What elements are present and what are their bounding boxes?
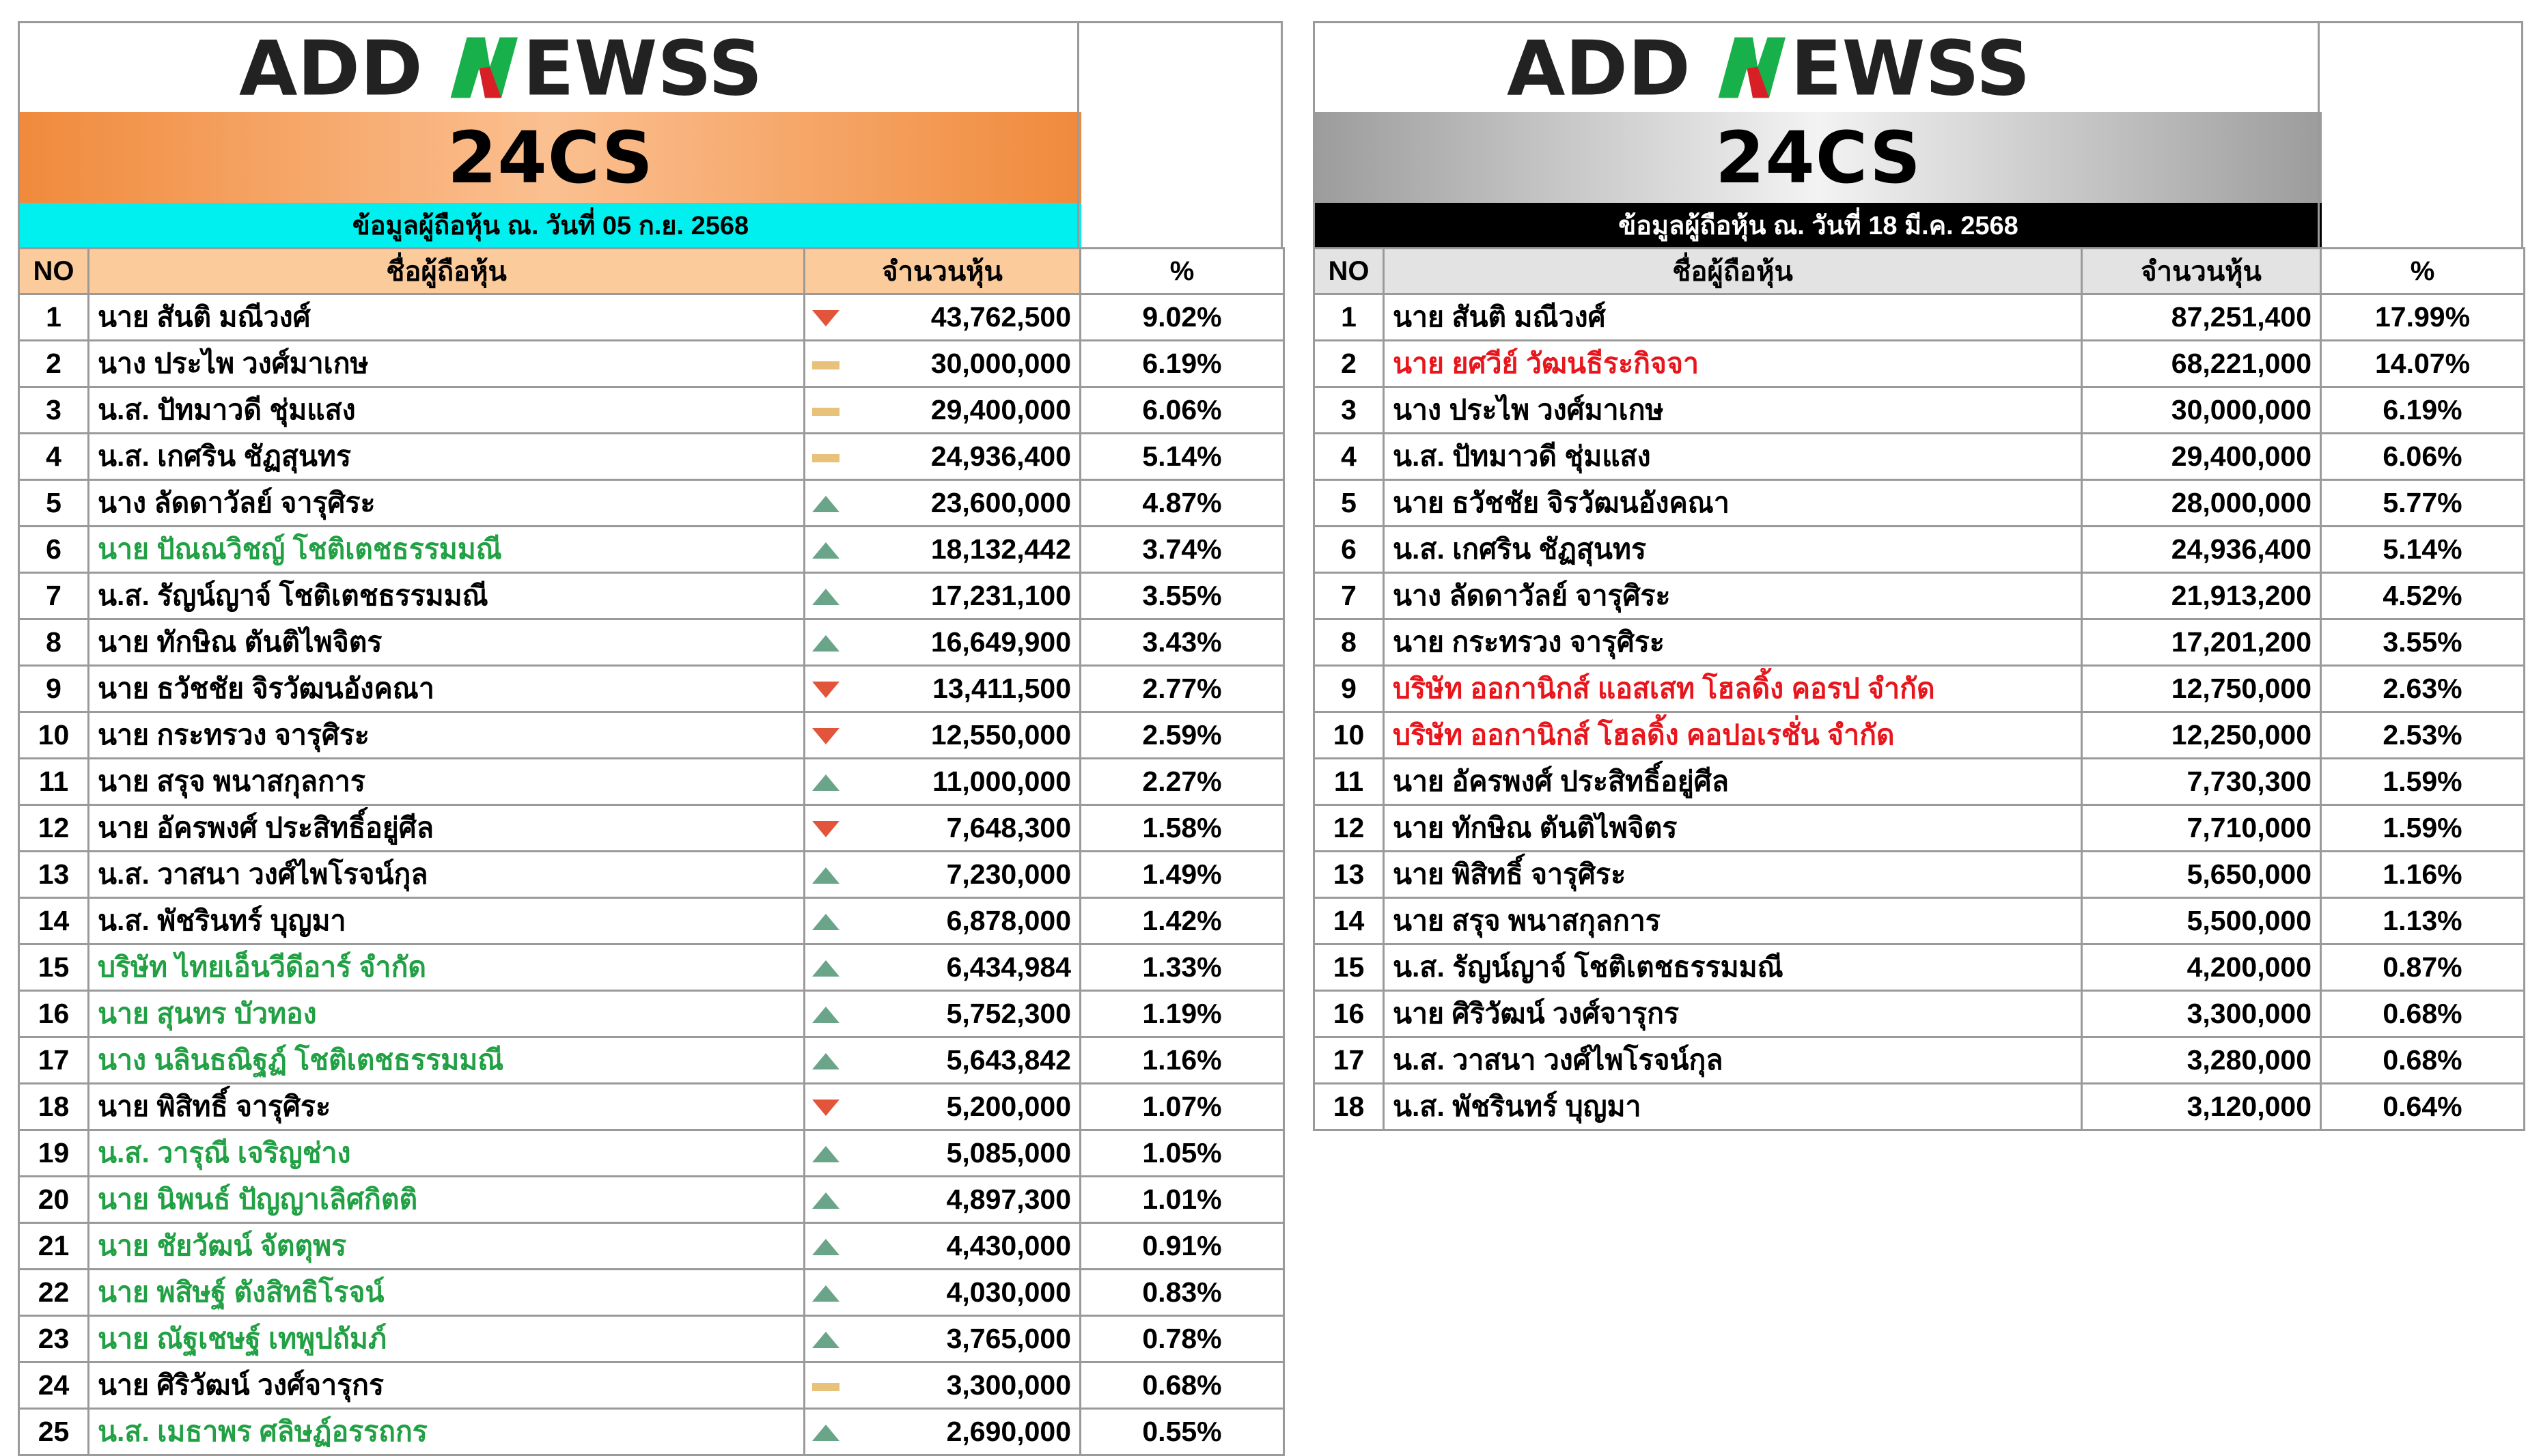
col-header-shares: จำนวนหุ้น (805, 249, 1081, 294)
table-row (1314, 666, 2525, 712)
row-no: 18 (19, 1084, 89, 1130)
table-row (1314, 991, 2525, 1037)
shareholder-name: นาย พสิษฐ์ ตังสิทธิโรจน์ (89, 1270, 805, 1316)
shareholder-name: นาย ศิริวัฒน์ วงศ์จารุกร (1384, 991, 2082, 1037)
share-count: 17,231,100 (852, 573, 1081, 619)
row-no: 13 (1314, 852, 1384, 898)
table-row (19, 759, 1284, 805)
share-percent: 1.59% (2321, 759, 2525, 805)
col-header-pct: % (2321, 249, 2525, 294)
row-no: 3 (19, 387, 89, 434)
trend-up-icon (805, 573, 852, 619)
share-percent: 0.55% (1081, 1409, 1284, 1455)
table-row (19, 666, 1284, 712)
table-body (19, 294, 1284, 1455)
share-count: 17,201,200 (2082, 619, 2321, 666)
share-count: 4,200,000 (2082, 944, 2321, 991)
trend-unchanged-icon (805, 1362, 852, 1409)
ticker-band: 24CS (20, 112, 1081, 203)
row-no: 9 (19, 666, 89, 712)
share-percent: 6.19% (1081, 341, 1284, 387)
row-no: 15 (1314, 944, 1384, 991)
share-count: 29,400,000 (852, 387, 1081, 434)
share-percent: 3.43% (1081, 619, 1284, 666)
share-count: 3,280,000 (2082, 1037, 2321, 1084)
share-count: 5,500,000 (2082, 898, 2321, 944)
shareholder-name: น.ส. เกศริน ชัฏสุนทร (1384, 527, 2082, 573)
row-no: 7 (19, 573, 89, 619)
table-row (19, 1362, 1284, 1409)
trend-down-icon (805, 666, 852, 712)
header-side-cell (1077, 23, 1281, 247)
share-count: 4,897,300 (852, 1177, 1081, 1223)
table-row (1314, 712, 2525, 759)
trend-up-icon (805, 1130, 852, 1177)
share-percent: 6.19% (2321, 387, 2525, 434)
table-row (1314, 1084, 2525, 1130)
share-count: 6,878,000 (852, 898, 1081, 944)
row-no: 12 (1314, 805, 1384, 852)
shareholder-name: นาย ศิริวัฒน์ วงศ์จารุกร (89, 1362, 805, 1409)
share-count: 24,936,400 (2082, 527, 2321, 573)
share-count: 4,430,000 (852, 1223, 1081, 1270)
addnewss-logo (1315, 23, 2322, 112)
trend-down-icon (805, 294, 852, 341)
addnewss-logo (20, 23, 1081, 112)
row-no: 4 (19, 434, 89, 480)
share-count: 16,649,900 (852, 619, 1081, 666)
row-no: 1 (19, 294, 89, 341)
row-no: 21 (19, 1223, 89, 1270)
row-no: 8 (1314, 619, 1384, 666)
shareholder-name: น.ส. วาสนา วงศ์ไพโรจน์กุล (1384, 1037, 2082, 1084)
shareholder-panel-latest (18, 21, 1283, 1456)
share-count: 11,000,000 (852, 759, 1081, 805)
share-percent: 1.01% (1081, 1177, 1284, 1223)
share-percent: 2.27% (1081, 759, 1284, 805)
table-row (19, 1409, 1284, 1455)
share-count: 43,762,500 (852, 294, 1081, 341)
share-count: 7,230,000 (852, 852, 1081, 898)
row-no: 16 (1314, 991, 1384, 1037)
share-percent: 9.02% (1081, 294, 1284, 341)
trend-up-icon (805, 898, 852, 944)
share-count: 68,221,000 (2082, 341, 2321, 387)
shareholder-name: นาง นลินธณิฐฏ์ โชติเตชธรรมมณี (89, 1037, 805, 1084)
share-count: 5,752,300 (852, 991, 1081, 1037)
table-row (1314, 434, 2525, 480)
share-percent: 1.19% (1081, 991, 1284, 1037)
row-no: 10 (1314, 712, 1384, 759)
shareholder-name: นาง ลัดดาวัลย์ จารุศิระ (89, 480, 805, 527)
table-row (19, 434, 1284, 480)
row-no: 6 (1314, 527, 1384, 573)
share-count: 3,765,000 (852, 1316, 1081, 1362)
row-no: 22 (19, 1270, 89, 1316)
share-percent: 6.06% (2321, 434, 2525, 480)
share-count: 30,000,000 (852, 341, 1081, 387)
table-row (1314, 1037, 2525, 1084)
shareholder-name: นาง ลัดดาวัลย์ จารุศิระ (1384, 573, 2082, 619)
share-percent: 3.55% (1081, 573, 1284, 619)
col-header-name: ชื่อผู้ถือหุ้น (1384, 249, 2082, 294)
shareholder-name: บริษัท ออกานิกส์ โฮลดิ้ง คอปอเรชั่น จำกัด (1384, 712, 2082, 759)
share-percent: 5.14% (2321, 527, 2525, 573)
share-percent: 0.78% (1081, 1316, 1284, 1362)
share-count: 12,550,000 (852, 712, 1081, 759)
trend-up-icon (805, 619, 852, 666)
row-no: 14 (1314, 898, 1384, 944)
share-count: 5,643,842 (852, 1037, 1081, 1084)
table-row (19, 1223, 1284, 1270)
table-row (19, 805, 1284, 852)
svg-text:ADD: ADD (239, 31, 423, 104)
table-row (1314, 898, 2525, 944)
row-no: 5 (1314, 480, 1384, 527)
addnewss-logo-graphic (239, 31, 862, 104)
panel-header (18, 21, 1283, 247)
trend-up-icon (805, 1270, 852, 1316)
trend-unchanged-icon (805, 434, 852, 480)
table-row (19, 573, 1284, 619)
shareholder-table (18, 247, 1285, 1456)
trend-up-icon (805, 1223, 852, 1270)
col-header-shares: จำนวนหุ้น (2082, 249, 2321, 294)
row-no: 8 (19, 619, 89, 666)
share-percent: 4.87% (1081, 480, 1284, 527)
share-percent: 1.59% (2321, 805, 2525, 852)
share-count: 18,132,442 (852, 527, 1081, 573)
row-no: 14 (19, 898, 89, 944)
row-no: 17 (19, 1037, 89, 1084)
share-percent: 0.87% (2321, 944, 2525, 991)
share-percent: 0.68% (2321, 991, 2525, 1037)
share-count: 7,648,300 (852, 805, 1081, 852)
share-count: 7,730,300 (2082, 759, 2321, 805)
share-percent: 0.83% (1081, 1270, 1284, 1316)
share-count: 21,913,200 (2082, 573, 2321, 619)
share-count: 30,000,000 (2082, 387, 2321, 434)
share-percent: 17.99% (2321, 294, 2525, 341)
row-no: 3 (1314, 387, 1384, 434)
shareholder-name: น.ส. ปัทมาวดี ชุ่มแสง (89, 387, 805, 434)
trend-up-icon (805, 527, 852, 573)
share-count: 23,600,000 (852, 480, 1081, 527)
shareholder-panel-previous (1313, 21, 2523, 1131)
row-no: 16 (19, 991, 89, 1037)
share-count: 7,710,000 (2082, 805, 2321, 852)
share-count: 12,750,000 (2082, 666, 2321, 712)
trend-down-icon (805, 1084, 852, 1130)
trend-up-icon (805, 759, 852, 805)
col-header-pct: % (1081, 249, 1284, 294)
share-count: 24,936,400 (852, 434, 1081, 480)
shareholder-name: น.ส. เมธาพร ศลิษฏ์อรรถกร (89, 1409, 805, 1455)
svg-text:ADD: ADD (1507, 31, 1691, 104)
shareholder-name: นาง ประไพ วงศ์มาเกษ (89, 341, 805, 387)
svg-text:EWSS: EWSS (1790, 31, 2031, 104)
shareholder-name: นาย สรุจ พนาสกุลการ (89, 759, 805, 805)
share-percent: 2.53% (2321, 712, 2525, 759)
share-count: 87,251,400 (2082, 294, 2321, 341)
table-row (19, 294, 1284, 341)
table-row (19, 619, 1284, 666)
row-no: 13 (19, 852, 89, 898)
share-count: 3,120,000 (2082, 1084, 2321, 1130)
row-no: 10 (19, 712, 89, 759)
table-row (19, 341, 1284, 387)
addnewss-logo-graphic (1507, 31, 2130, 104)
trend-up-icon (805, 480, 852, 527)
shareholder-name: นาย อัครพงศ์ ประสิทธิ์อยู่ศีล (1384, 759, 2082, 805)
table-row (1314, 759, 2525, 805)
shareholder-name: นาย พิสิทธิ์ จารุศิระ (89, 1084, 805, 1130)
table-row (19, 991, 1284, 1037)
col-header-no: NO (19, 249, 89, 294)
shareholder-name: นาย อัครพงศ์ ประสิทธิ์อยู่ศีล (89, 805, 805, 852)
row-no: 17 (1314, 1037, 1384, 1084)
svg-text:EWSS: EWSS (523, 31, 763, 104)
trend-up-icon (805, 991, 852, 1037)
header-side-cell (2318, 23, 2521, 247)
table-row (19, 387, 1284, 434)
trend-up-icon (805, 1037, 852, 1084)
table-row (1314, 944, 2525, 991)
shareholder-name: นาย ทักษิณ ตันติไพจิตร (1384, 805, 2082, 852)
share-count: 5,085,000 (852, 1130, 1081, 1177)
shareholder-table (1313, 247, 2525, 1131)
panel-header (1313, 21, 2523, 247)
share-count: 4,030,000 (852, 1270, 1081, 1316)
share-percent: 6.06% (1081, 387, 1284, 434)
table-row (1314, 480, 2525, 527)
share-percent: 14.07% (2321, 341, 2525, 387)
trend-down-icon (805, 712, 852, 759)
row-no: 23 (19, 1316, 89, 1362)
share-percent: 0.68% (1081, 1362, 1284, 1409)
shareholder-name: นาย ธวัชชัย จิรวัฒนอังคณา (89, 666, 805, 712)
shareholder-name: นาย ปัณณวิชญ์ โชติเตชธรรมมณี (89, 527, 805, 573)
trend-down-icon (805, 805, 852, 852)
table-row (19, 480, 1284, 527)
table-row (1314, 573, 2525, 619)
data-date-label: ข้อมูลผู้ถือหุ้น ณ. วันที่ 05 ก.ย. 2568 (20, 203, 1081, 247)
share-percent: 3.74% (1081, 527, 1284, 573)
share-percent: 1.49% (1081, 852, 1284, 898)
trend-up-icon (805, 1316, 852, 1362)
share-percent: 2.59% (1081, 712, 1284, 759)
table-row (1314, 852, 2525, 898)
share-percent: 0.91% (1081, 1223, 1284, 1270)
share-count: 3,300,000 (852, 1362, 1081, 1409)
row-no: 4 (1314, 434, 1384, 480)
row-no: 15 (19, 944, 89, 991)
trend-unchanged-icon (805, 341, 852, 387)
share-percent: 4.52% (2321, 573, 2525, 619)
table-row (19, 944, 1284, 991)
row-no: 11 (19, 759, 89, 805)
share-percent: 5.77% (2321, 480, 2525, 527)
shareholder-name: นาย กระทรวง จารุศิระ (1384, 619, 2082, 666)
trend-unchanged-icon (805, 387, 852, 434)
shareholder-name: นาย ยศวีย์ วัฒนธีระกิจจา (1384, 341, 2082, 387)
table-row (19, 712, 1284, 759)
row-no: 18 (1314, 1084, 1384, 1130)
shareholder-name: นาย สันติ มณีวงศ์ (1384, 294, 2082, 341)
share-percent: 2.77% (1081, 666, 1284, 712)
row-no: 1 (1314, 294, 1384, 341)
table-row (19, 527, 1284, 573)
shareholder-name: นาย ชัยวัฒน์ จัตตุพร (89, 1223, 805, 1270)
row-no: 20 (19, 1177, 89, 1223)
table-row (1314, 619, 2525, 666)
table-row (1314, 294, 2525, 341)
row-no: 19 (19, 1130, 89, 1177)
table-row (19, 852, 1284, 898)
table-row (19, 1084, 1284, 1130)
shareholder-name: นาย ณัฐเชษฐ์ เทพูปถัมภ์ (89, 1316, 805, 1362)
shareholder-name: น.ส. ปัทมาวดี ชุ่มแสง (1384, 434, 2082, 480)
share-percent: 3.55% (2321, 619, 2525, 666)
share-count: 29,400,000 (2082, 434, 2321, 480)
share-count: 13,411,500 (852, 666, 1081, 712)
share-percent: 1.13% (2321, 898, 2525, 944)
shareholder-name: น.ส. เกศริน ชัฏสุนทร (89, 434, 805, 480)
share-percent: 0.64% (2321, 1084, 2525, 1130)
shareholder-name: นาย นิพนธ์ ปัญญาเลิศกิตติ (89, 1177, 805, 1223)
table-header-row (1314, 249, 2525, 294)
share-percent: 1.05% (1081, 1130, 1284, 1177)
row-no: 5 (19, 480, 89, 527)
row-no: 11 (1314, 759, 1384, 805)
row-no: 2 (19, 341, 89, 387)
share-percent: 2.63% (2321, 666, 2525, 712)
row-no: 6 (19, 527, 89, 573)
col-header-no: NO (1314, 249, 1384, 294)
trend-up-icon (805, 944, 852, 991)
table-row (1314, 805, 2525, 852)
col-header-name: ชื่อผู้ถือหุ้น (89, 249, 805, 294)
shareholder-name: นาง ประไพ วงศ์มาเกษ (1384, 387, 2082, 434)
table-row (19, 1130, 1284, 1177)
share-count: 2,690,000 (852, 1409, 1081, 1455)
trend-up-icon (805, 1177, 852, 1223)
table-row (19, 1177, 1284, 1223)
share-percent: 1.42% (1081, 898, 1284, 944)
table-row (1314, 527, 2525, 573)
trend-up-icon (805, 852, 852, 898)
shareholder-name: นาย ทักษิณ ตันติไพจิตร (89, 619, 805, 666)
table-body (1314, 294, 2525, 1130)
share-percent: 1.16% (1081, 1037, 1284, 1084)
data-date-label: ข้อมูลผู้ถือหุ้น ณ. วันที่ 18 มี.ค. 2568 (1315, 203, 2322, 247)
trend-up-icon (805, 1409, 852, 1455)
shareholder-name: นาย กระทรวง จารุศิระ (89, 712, 805, 759)
row-no: 24 (19, 1362, 89, 1409)
shareholder-name: น.ส. วาสนา วงศ์ไพโรจน์กุล (89, 852, 805, 898)
row-no: 25 (19, 1409, 89, 1455)
share-count: 6,434,984 (852, 944, 1081, 991)
share-percent: 5.14% (1081, 434, 1284, 480)
shareholder-name: นาย สรุจ พนาสกุลการ (1384, 898, 2082, 944)
share-count: 3,300,000 (2082, 991, 2321, 1037)
table-row (19, 898, 1284, 944)
share-count: 5,200,000 (852, 1084, 1081, 1130)
table-row (1314, 341, 2525, 387)
table-row (19, 1316, 1284, 1362)
shareholder-name: น.ส. พัชรินทร์ บุญมา (89, 898, 805, 944)
row-no: 7 (1314, 573, 1384, 619)
share-count: 5,650,000 (2082, 852, 2321, 898)
share-percent: 1.16% (2321, 852, 2525, 898)
shareholder-name: น.ส. รัญน์ญาจ์ โชติเตชธรรมมณี (1384, 944, 2082, 991)
shareholder-name: น.ส. รัญน์ญาจ์ โชติเตชธรรมมณี (89, 573, 805, 619)
shareholder-name: นาย พิสิทธิ์ จารุศิระ (1384, 852, 2082, 898)
shareholder-name: บริษัท ไทยเอ็นวีดีอาร์ จำกัด (89, 944, 805, 991)
table-row (1314, 387, 2525, 434)
share-count: 12,250,000 (2082, 712, 2321, 759)
table-header-row (19, 249, 1284, 294)
share-percent: 0.68% (2321, 1037, 2525, 1084)
ticker-band: 24CS (1315, 112, 2322, 203)
shareholder-name: น.ส. วารุณี เจริญช่าง (89, 1130, 805, 1177)
row-no: 9 (1314, 666, 1384, 712)
shareholder-name: นาย สุนทร บัวทอง (89, 991, 805, 1037)
row-no: 2 (1314, 341, 1384, 387)
shareholder-name: น.ส. พัชรินทร์ บุญมา (1384, 1084, 2082, 1130)
share-percent: 1.07% (1081, 1084, 1284, 1130)
shareholder-name: นาย ธวัชชัย จิรวัฒนอังคณา (1384, 480, 2082, 527)
share-percent: 1.33% (1081, 944, 1284, 991)
share-percent: 1.58% (1081, 805, 1284, 852)
table-row (19, 1037, 1284, 1084)
shareholder-name: บริษัท ออกานิกส์ แอสเสท โฮลดิ้ง คอรป จำกัด (1384, 666, 2082, 712)
row-no: 12 (19, 805, 89, 852)
table-row (19, 1270, 1284, 1316)
share-count: 28,000,000 (2082, 480, 2321, 527)
shareholder-name: นาย สันติ มณีวงศ์ (89, 294, 805, 341)
